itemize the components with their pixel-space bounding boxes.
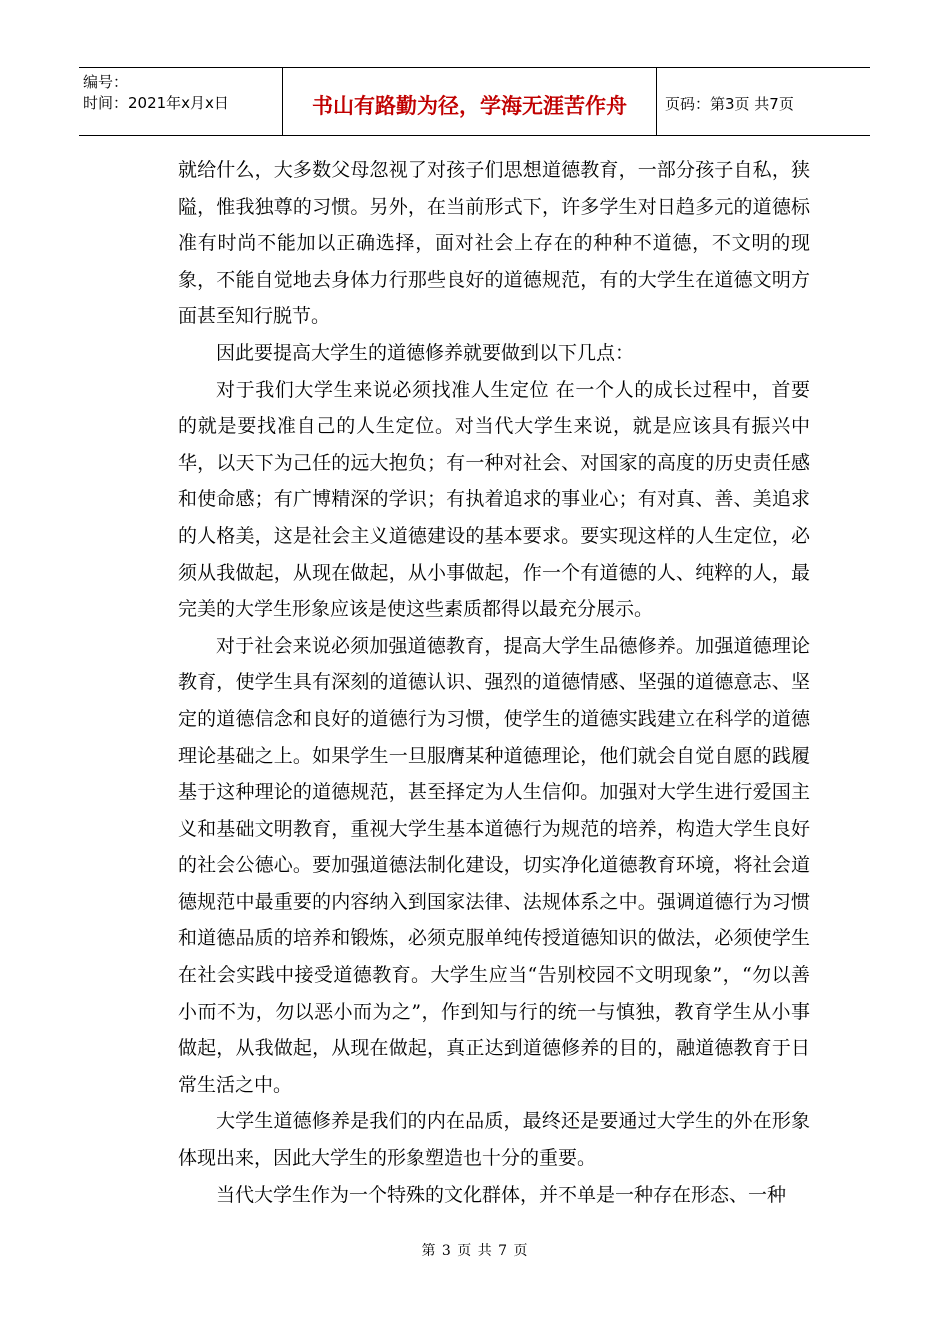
document-date: 时间：2021年x月x日 <box>83 94 229 112</box>
paragraph: 因此要提高大学生的道德修养就要做到以下几点： <box>216 341 635 364</box>
paragraph: 对于我们大学生来说必须找准人生定位 在一个人的成长过程中，首要的就是要找准自己的人生定位。对当代大学生来说，就是应该具有振兴中华，以天下为己任的远大抱负；有一种对社会、对国家的高度的历史责任感和使命感；有广博精深的学识；有执着追求的事业心；有对真、善、美追求的人格美，这是社会主义道德建设的基本要求。要实现这样的人生定位，必须从我做起，从现在做起，从小事做起，作一个有道德的人、纯粹的人，最完美的大学生形象应该是使这些素质都得以最充分展示。 <box>178 378 810 621</box>
paragraph: 对于社会来说必须加强道德教育，提高大学生品德修养。加强道德理论教育，使学生具有深刻的道德认识、强烈的道德情感、坚强的道德意志、坚定的道德信念和良好的道德行为习惯，使学生的道德实践建立在科学的道德理论基础之上。如果学生一旦服膺某种道德理论，他们就会自觉自愿的践履基于这种理论的道德规范，甚至择定为人生信仰。加强对大学生进行爱国主义和基础文明教育，重视大学生基本道德行为规范的培养，构造大学生良好的社会公德心。要加强道德法制化建设，切实净化道德教育环境，将社会道德规范中最重要的内容纳入到国家法律、法规体系之中。强调道德行为习惯和道德品质的培养和锻炼，必须克服单纯传授道德知识的做法，必须使学生在社会实践中接受道德教育。大学生应当“告别校园不文明现象”，“勿以善小而不为，勿以恶小而为之”，作到知与行的统一与慎独，教育学生从小事做起，从我做起，从现在做起，真正达到道德修养的目的，融道德教育于日常生活之中。 <box>178 634 810 1096</box>
header-meta <box>79 68 283 135</box>
header-page-info: 页码：第3页 共7页 <box>665 94 794 113</box>
paragraph: 当代大学生作为一个特殊的文化群体，并不单是一种存在形态、一种 <box>216 1183 787 1206</box>
page-footer: 第 3 页 共 7 页 <box>421 1243 529 1259</box>
document-number: 编号： <box>83 73 129 91</box>
page-header <box>79 67 870 136</box>
header-motto: 书山有路勤为径，学海无涯苦作舟 <box>283 68 657 135</box>
paragraph: 就给什么，大多数父母忽视了对孩子们思想道德教育，一部分孩子自私，狭隘，惟我独尊的习惯。另外，在当前形式下，许多学生对日趋多元的道德标准有时尚不能加以正确选择，面对社会上存在的种种不道德，不文明的现象，不能自觉地去身体力行那些良好的道德规范，有的大学生在道德文明方面甚至知行脱节。 <box>178 159 810 328</box>
document-body <box>178 152 810 1213</box>
paragraph: 大学生道德修养是我们的内在品质，最终还是要通过大学生的外在形象体现出来，因此大学生的形象塑造也十分的重要。 <box>178 1110 810 1170</box>
